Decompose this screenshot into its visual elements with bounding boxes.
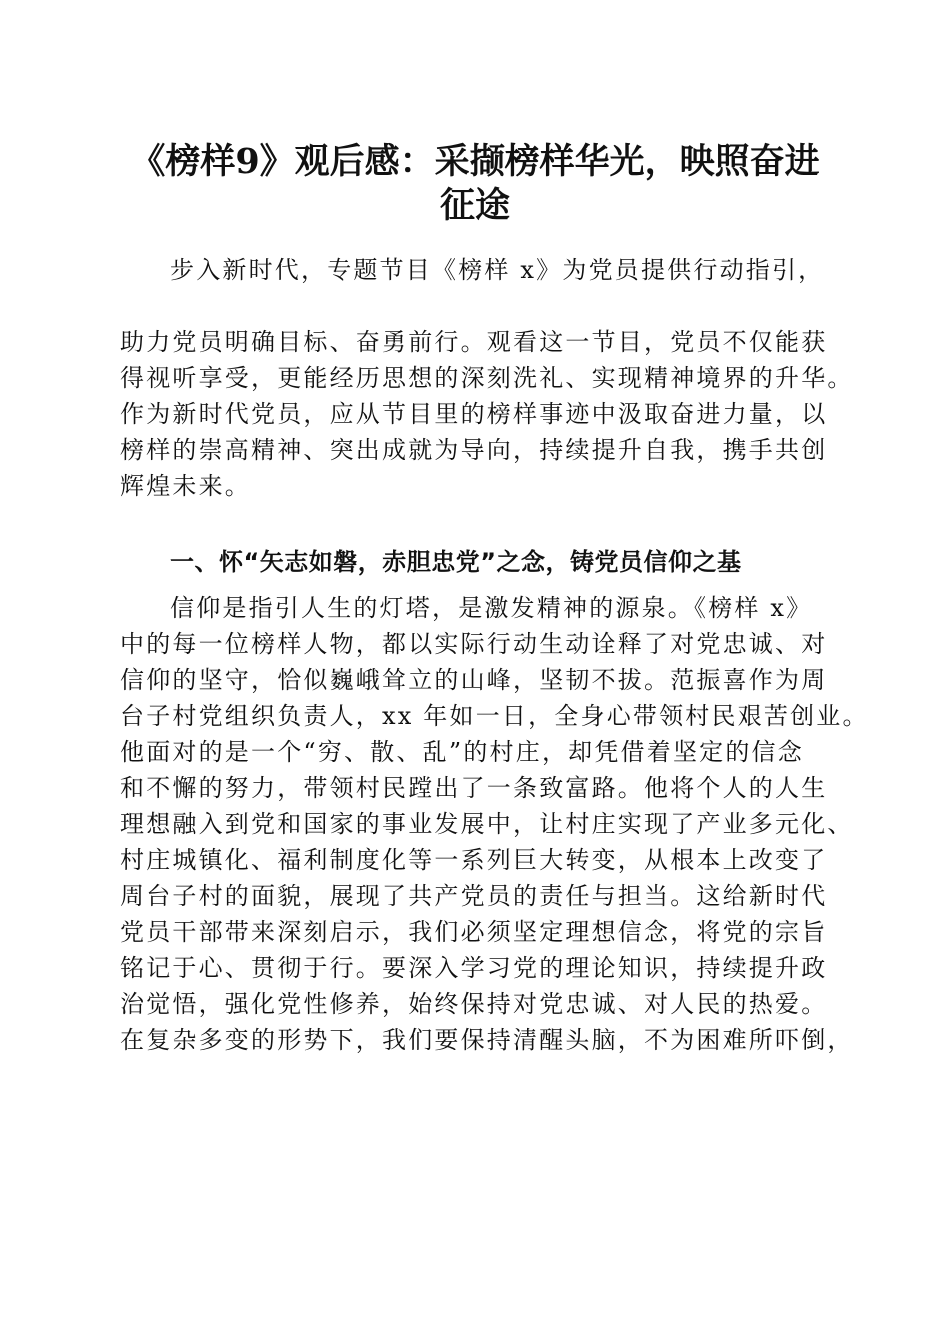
intro-line: 得视听享受，更能经历思想的深刻洗礼、实现精神境界的升华。 xyxy=(120,364,854,392)
intro-line: 步入新时代，专题节目《榜样 x》为党员提供行动指引， xyxy=(170,256,825,284)
section-1-line: 理想融入到党和国家的事业发展中，让村庄实现了产业多元化、 xyxy=(120,810,854,838)
section-1-line: 在复杂多变的形势下，我们要保持清醒头脑，不为困难所吓倒， xyxy=(120,1026,854,1054)
section-1-line: 治觉悟，强化党性修养，始终保持对党忠诚、对人民的热爱。 xyxy=(120,990,828,1018)
section-1-line: 和不懈的努力，带领村民蹚出了一条致富路。他将个人的人生 xyxy=(120,774,828,802)
intro-line: 辉煌未来。 xyxy=(120,472,251,500)
section-1-line: 信仰是指引人生的灯塔，是激发精神的源泉。《榜样 x》 xyxy=(170,594,813,622)
document-title-line-2: 征途 xyxy=(439,185,510,226)
section-1-line: 党员干部带来深刻启示，我们必须坚定理想信念，将党的宗旨 xyxy=(120,918,828,946)
document-title-line-1: 《榜样9》观后感：采撷榜样华光，映照奋进 xyxy=(130,141,820,182)
section-1-line: 他面对的是一个“穷、散、乱”的村庄，却凭借着坚定的信念 xyxy=(120,738,804,766)
intro-line: 助力党员明确目标、奋勇前行。观看这一节目，党员不仅能获 xyxy=(120,328,828,356)
section-1-line: 中的每一位榜样人物，都以实际行动生动诠释了对党忠诚、对 xyxy=(120,630,828,658)
section-1-heading: 一、怀“矢志如磐，赤胆忠党”之念，铸党员信仰之基 xyxy=(170,548,742,576)
section-1-line: 台子村党组织负责人，xx 年如一日，全身心带领村民艰苦创业。 xyxy=(120,702,869,730)
intro-line: 榜样的崇高精神、突出成就为导向，持续提升自我，携手共创 xyxy=(120,436,828,464)
intro-line: 作为新时代党员，应从节目里的榜样事迹中汲取奋进力量，以 xyxy=(120,400,828,428)
section-1-line: 村庄城镇化、福利制度化等一系列巨大转变，从根本上改变了 xyxy=(120,846,828,874)
section-1-line: 周台子村的面貌，展现了共产党员的责任与担当。这给新时代 xyxy=(120,882,828,910)
section-1-line: 信仰的坚守，恰似巍峨耸立的山峰，坚韧不拔。范振喜作为周 xyxy=(120,666,828,694)
section-1-line: 铭记于心、贯彻于行。要深入学习党的理论知识，持续提升政 xyxy=(120,954,828,982)
